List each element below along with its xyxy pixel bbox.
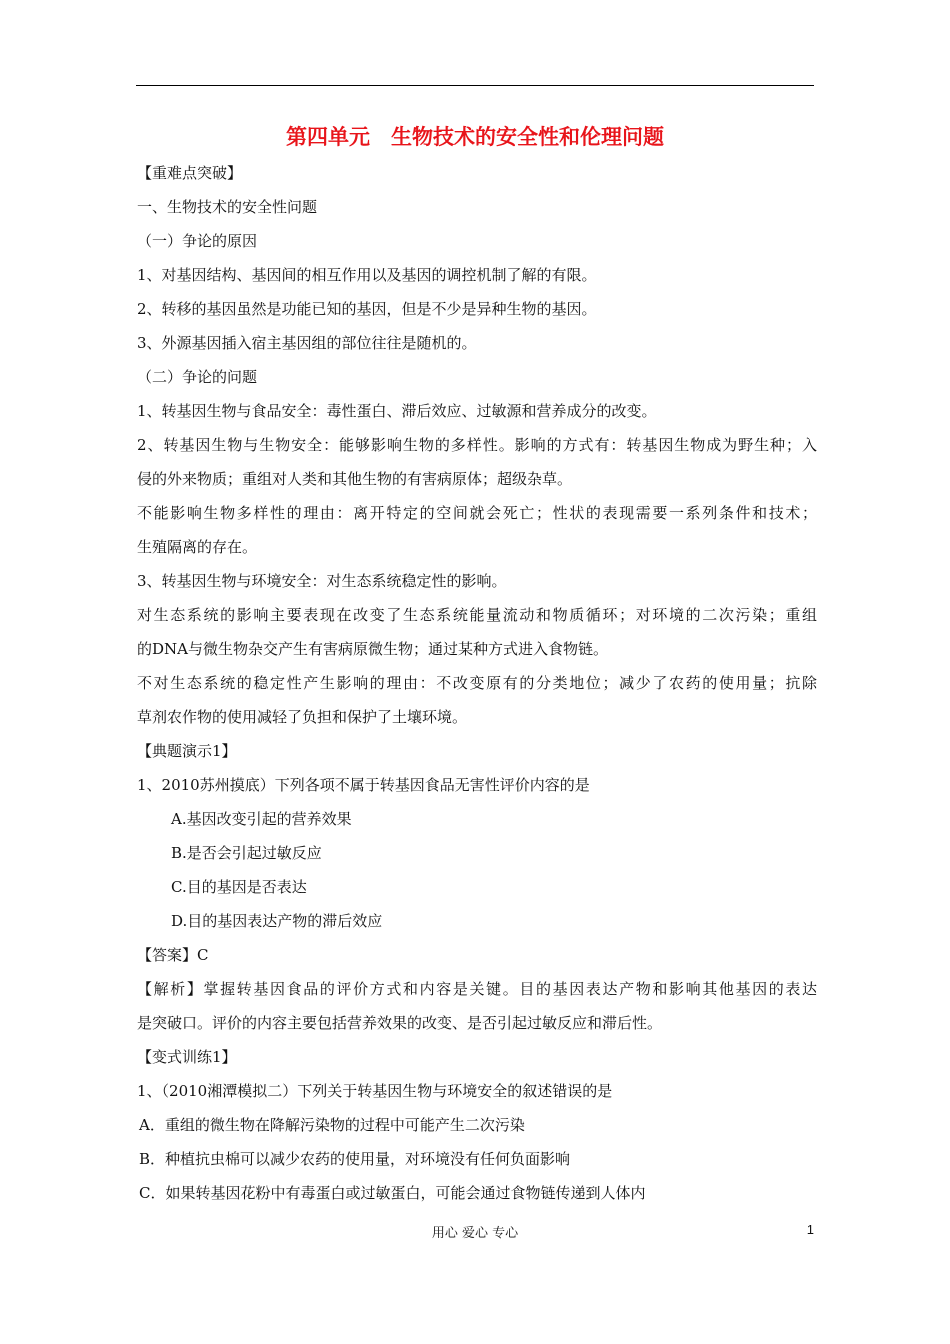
document-body	[137, 156, 817, 1210]
section-heading: 【重难点突破】	[137, 164, 243, 182]
paragraph-line: 2、转移的基因虽然是功能已知的基因，但是不少是异种生物的基因。	[137, 300, 597, 318]
question-stem: 1、2010苏州摸底）下列各项不属于转基因食品无害性评价内容的是	[137, 776, 590, 794]
answer-option: A．重组的微生物在降解污染物的过程中可能产生二次污染	[139, 1116, 525, 1134]
answer-option: A.基因改变引起的营养效果	[171, 810, 352, 828]
paragraph-line: 生殖隔离的存在。	[137, 538, 258, 556]
analysis-line: 是突破口。评价的内容主要包括营养效果的改变、是否引起过敏反应和滞后性。	[137, 1014, 663, 1032]
paragraph-line: 草剂农作物的使用减轻了负担和保护了土壤环境。	[137, 708, 468, 726]
answer-option: C.目的基因是否表达	[171, 878, 307, 896]
paragraph-line: 一、生物技术的安全性问题	[137, 198, 318, 216]
paragraph-line: 的DNA与微生物杂交产生有害病原微生物；通过某种方式进入食物链。	[137, 640, 608, 658]
page-title: 第四单元 生物技术的安全性和伦理问题	[286, 125, 664, 149]
section-heading: 【典题演示1】	[137, 742, 237, 760]
page-number: 1	[806, 1222, 814, 1237]
paragraph-line: 对生态系统的影响主要表现在改变了生态系统能量流动和物质循环；对环境的二次污染；重组	[137, 606, 817, 624]
footer-motto: 用心 爱心 专心	[431, 1226, 519, 1241]
paragraph-line: 2、转基因生物与生物安全：能够影响生物的多样性。影响的方式有：转基因生物成为野生种；入	[137, 436, 817, 454]
paragraph-line: （二）争论的问题	[137, 368, 258, 386]
answer-option: B．种植抗虫棉可以减少农药的使用量，对环境没有任何负面影响	[139, 1150, 571, 1168]
paragraph-line: 1、转基因生物与食品安全：毒性蛋白、滞后效应、过敏源和营养成分的改变。	[137, 402, 657, 420]
answer-option: C．如果转基因花粉中有毒蛋白或过敏蛋白，可能会通过食物链传递到人体内	[139, 1184, 646, 1202]
answer-line: 【答案】C	[137, 946, 209, 964]
analysis-line: 【解析】掌握转基因食品的评价方式和内容是关键。目的基因表达产物和影响其他基因的表达	[137, 980, 817, 998]
paragraph-line: 1、对基因结构、基因间的相互作用以及基因的调控机制了解的有限。	[137, 266, 597, 284]
paragraph-line: 不能影响生物多样性的理由：离开特定的空间就会死亡；性状的表现需要一系列条件和技术；	[137, 504, 817, 522]
paragraph-line: 不对生态系统的稳定性产生影响的理由：不改变原有的分类地位；减少了农药的使用量；抗除	[137, 674, 817, 692]
paragraph-line: 3、转基因生物与环境安全：对生态系统稳定性的影响。	[137, 572, 507, 590]
answer-option: B.是否会引起过敏反应	[171, 844, 322, 862]
section-heading: 【变式训练1】	[137, 1048, 237, 1066]
answer-option: D.目的基因表达产物的滞后效应	[171, 912, 383, 930]
paragraph-line: （一）争论的原因	[137, 232, 258, 250]
paragraph-line: 3、外源基因插入宿主基因组的部位往往是随机的。	[137, 334, 477, 352]
page-footer	[0, 1222, 950, 1242]
paragraph-line: 侵的外来物质；重组对人类和其他生物的有害病原体；超级杂草。	[137, 470, 573, 488]
header-rule	[136, 85, 814, 86]
question-stem: 1、（2010湘潭模拟二）下列关于转基因生物与环境安全的叙述错误的是	[137, 1082, 613, 1100]
